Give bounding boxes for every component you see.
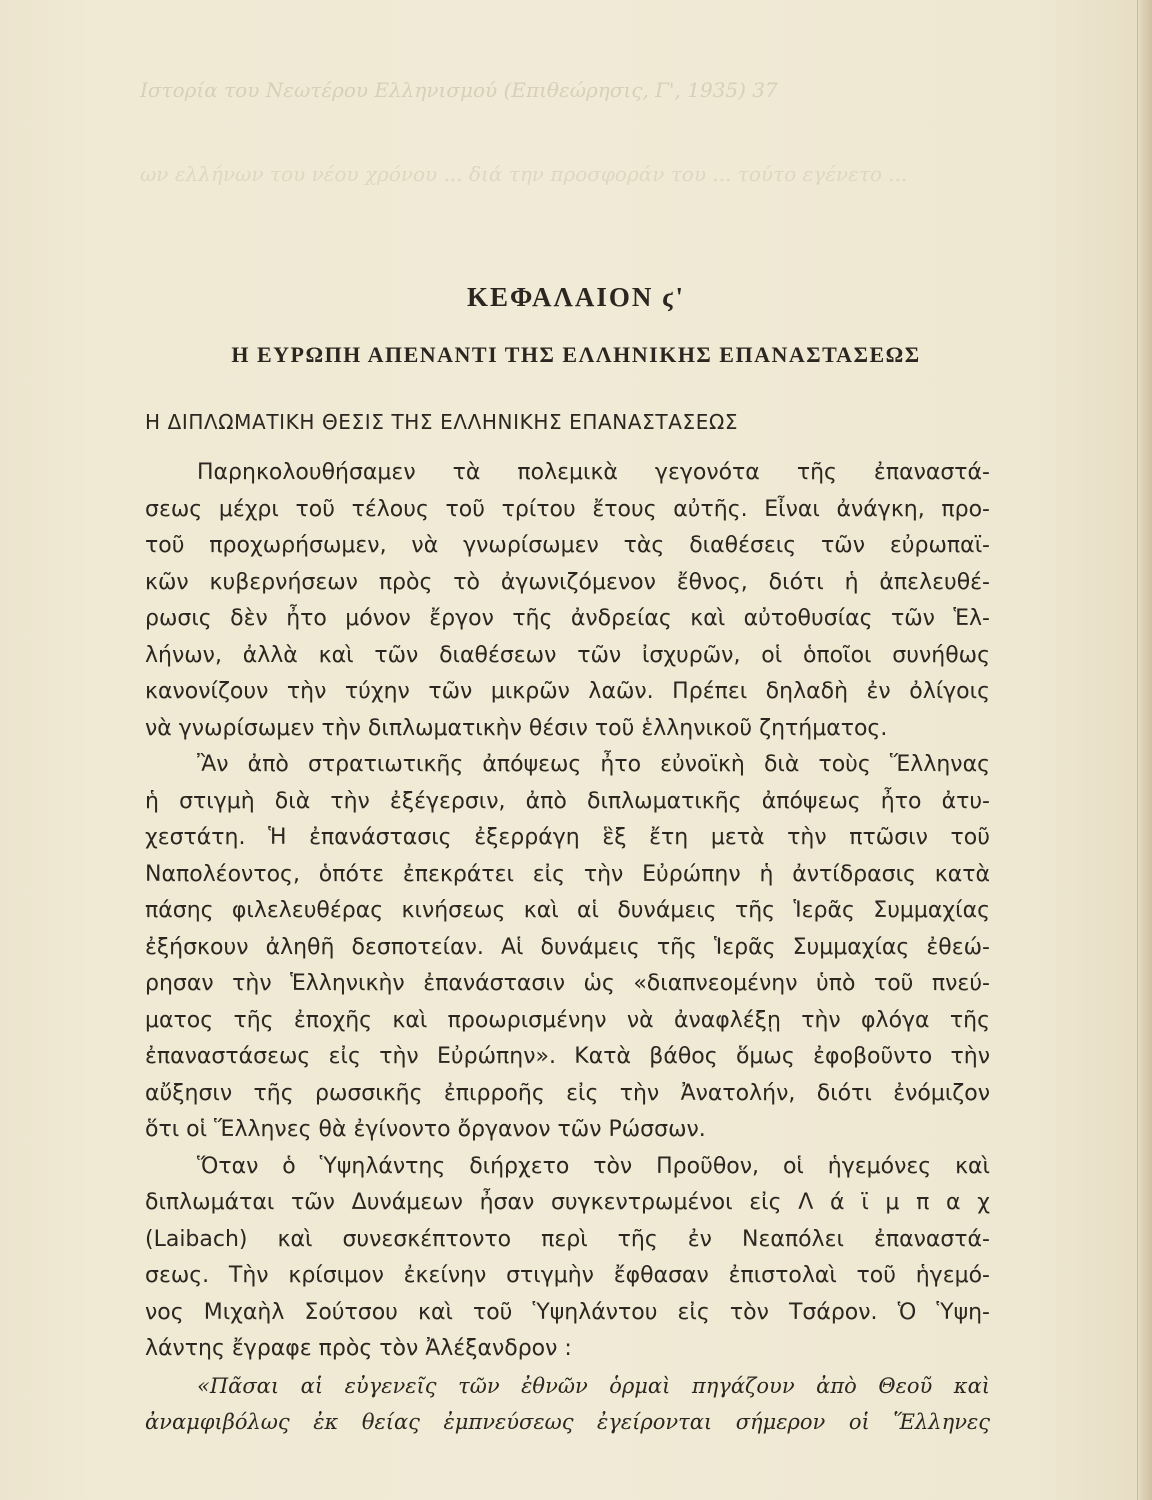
text-line: ἐξήσκουν ἀληθῆ δεσποτείαν. Αἱ δυνάμεις τῆς Ἱερᾶς Συμμαχίας ἐθεώ- [145, 934, 990, 960]
subsection-title: Η ΔΙΠΛΩΜΑΤΙΚΗ ΘΕΣΙΣ ΤΗΣ ΕΛΛΗΝΙΚΗΣ ΕΠΑΝΑΣΤΑΣΕΩΣ [145, 410, 739, 434]
text-line: ρωσις δὲν ἦτο μόνον ἔργον τῆς ἀνδρείας καὶ αὐτοθυσίας τῶν Ἑλ- [145, 606, 990, 631]
text-line: κανονίζουν τὴν τύχην τῶν μικρῶν λαῶν. Πρέπει δηλαδὴ ἐν ὀλίγοις [145, 679, 990, 704]
chapter-title: ΚΕΦΑΛΑΙΟΝ ϛ' [466, 282, 686, 312]
text-line: λήνων, ἀλλὰ καὶ τῶν διαθέσεων τῶν ἰσχυρῶν, οἱ ὁποῖοι συνήθως [145, 642, 990, 668]
text-line: (Laibach) καὶ συνεσκέπτοντο περὶ τῆς ἐν Νεαπόλει ἐπαναστά- [145, 1226, 990, 1252]
text-line: νος Μιχαὴλ Σούτσου καὶ τοῦ Ὑψηλάντου εἰς τὸν Τσάρον. Ὁ Ὑψη- [145, 1299, 990, 1325]
text-line: ὅτι οἱ Ἕλληνες θὰ ἐγίνοντο ὄργανον τῶν Ρώσσων. [145, 1117, 706, 1142]
text-line: πάσης φιλελευθέρας κινήσεως καὶ αἱ δυνάμεις τῆς Ἱερᾶς Συμμαχίας [145, 898, 990, 923]
text-line: ματος τῆς ἐποχῆς καὶ προωρισμένην νὰ ἀναφλέξῃ τὴν φλόγα τῆς [145, 1007, 990, 1033]
text-line: Ἂν ἀπὸ στρατιωτικῆς ἀπόψεως ἦτο εὐνοϊκὴ διὰ τοὺς Ἕλληνας [197, 752, 990, 777]
text-line: λάντης ἔγραφε πρὸς τὸν Ἀλέξανδρον : [145, 1336, 572, 1361]
page-edge [1137, 0, 1152, 1500]
quote-line: ἀναμφιβόλως ἐκ θείας ἐμπνεύσεως ἐγείρονται σήμερον οἱ Ἕλληνες [145, 1410, 990, 1434]
text-line: νὰ γνωρίσωμεν τὴν διπλωματικὴν θέσιν τοῦ ἑλληνικοῦ ζητήματος. [145, 715, 888, 741]
body-text [145, 455, 990, 1441]
text-line: αὔξησιν τῆς ρωσσικῆς ἐπιρροῆς εἰς τὴν Ἀνατολήν, διότι ἐνόμιζον [145, 1080, 990, 1106]
text-line: Ὅταν ὁ Ὑψηλάντης διήρχετο τὸν Προῦθον, οἱ ἡγεμόνες καὶ [197, 1153, 990, 1179]
text-line: ἡ στιγμὴ διὰ τὴν ἐξέγερσιν, ἀπὸ διπλωματικῆς ἀπόψεως ἦτο ἀτυ- [145, 788, 990, 814]
text-line: Ναπολέοντος, ὁπότε ἐπεκράτει εἰς τὴν Εὐρώπην ἡ ἀντίδρασις κατὰ [145, 861, 990, 887]
text-line: διπλωμάται τῶν Δυνάμεων ἦσαν συγκεντρωμένοι εἰς Λ ά ϊ μ π α χ [145, 1190, 990, 1215]
text-line: ρησαν τὴν Ἑλληνικὴν ἐπανάστασιν ὡς «διαπνεομένην ὑπὸ τοῦ πνεύ- [145, 971, 990, 996]
bleed-through-text: ων ελλήνων του νέου χρόνου ... διά την προσφοράν του ... τούτο εγένετο ... [140, 162, 908, 186]
text-line: τοῦ προχωρήσωμεν, νὰ γνωρίσωμεν τὰς διαθέσεις τῶν εὐρωπαϊ- [145, 533, 990, 558]
text-line: σεως. Τὴν κρίσιμον ἐκείνην στιγμὴν ἔφθασαν ἐπιστολαὶ τοῦ ἡγεμό- [145, 1263, 990, 1288]
bleed-through-header: Ιστορία του Νεωτέρου Ελληνισμού (Επιθεώρησις, Γ', 1935) 37 [140, 78, 778, 102]
text-line: ἐπαναστάσεως εἰς τὴν Εὐρώπην». Κατὰ βάθος ὅμως ἐφοβοῦντο τὴν [145, 1044, 990, 1069]
text-line: χεστάτη. Ἡ ἐπανάστασις ἐξερράγη ἓξ ἔτη μετὰ τὴν πτῶσιν τοῦ [145, 825, 990, 850]
text-line: σεως μέχρι τοῦ τέλους τοῦ τρίτου ἔτους αὐτῆς. Εἶναι ἀνάγκη, προ- [145, 496, 990, 522]
text-line: Παρηκολουθήσαμεν τὰ πολεμικὰ γεγονότα τῆς ἐπαναστά- [197, 460, 990, 485]
section-title: Η ΕΥΡΩΠΗ ΑΠΕΝΑΝΤΙ ΤΗΣ ΕΛΛΗΝΙΚΗΣ ΕΠΑΝΑΣΤΑΣΕΩΣ [231, 342, 921, 367]
text-line: κῶν κυβερνήσεων πρὸς τὸ ἀγωνιζόμενον ἔθνος, διότι ἡ ἀπελευθέ- [145, 569, 990, 595]
quote-line: «Πᾶσαι αἱ εὐγενεῖς τῶν ἐθνῶν ὁρμαὶ πηγάζουν ἀπὸ Θεοῦ καὶ [197, 1373, 990, 1398]
